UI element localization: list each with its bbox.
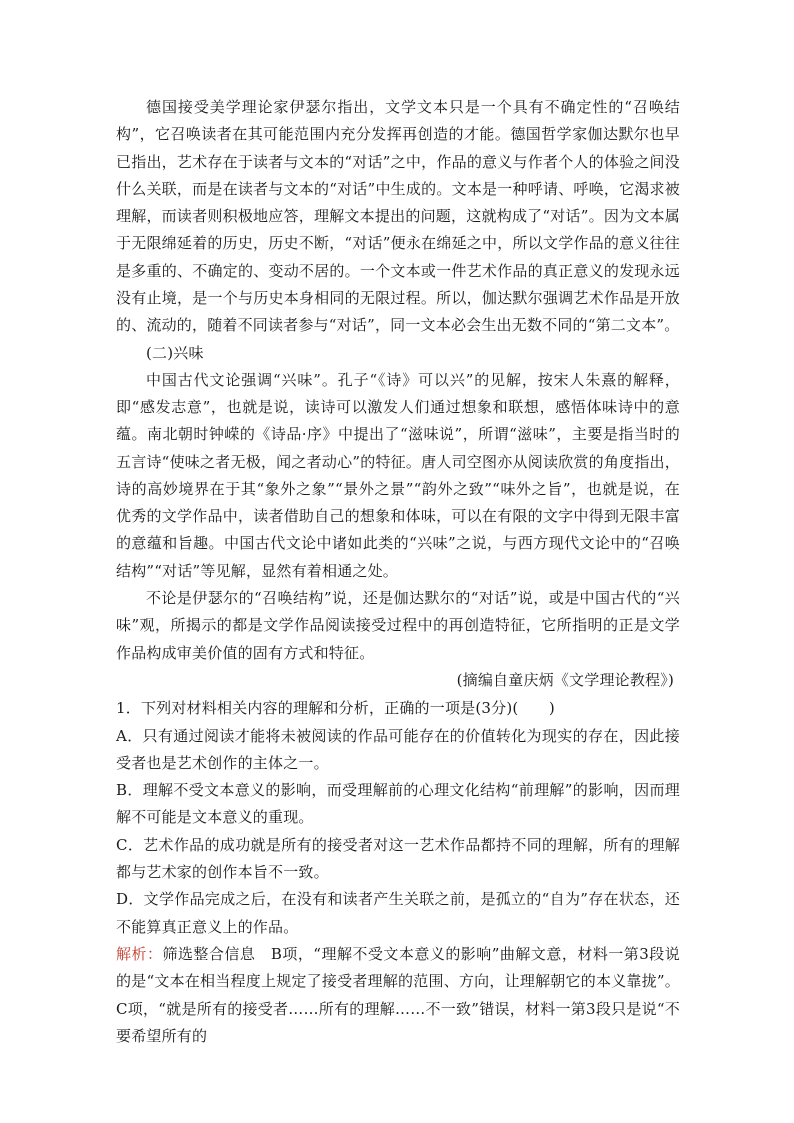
analysis-label: 解析： xyxy=(116,944,163,963)
option-b: B．理解不受文本意义的影响，而受理解前的心理文化结构“前理解”的影响，因而理解不可能是文本意义的重现。 xyxy=(116,781,680,827)
document-page xyxy=(116,94,680,1050)
analysis-block xyxy=(116,941,680,1050)
analysis-text: 筛选整合信息 B项，“理解不受文本意义的影响”曲解文意，材料一第3段说的是“文本在相当程度上规定了接受者理解的范围、方向，让理解朝它的本义靠拢”。C项，“就是所有的接受者……所有的理解……不一致”错误，材料一第3段只是说“不要希望所有的 xyxy=(116,944,680,1045)
option-a: A．只有通过阅读才能将未被阅读的作品可能存在的价值转化为现实的存在，因此接受者也是艺术创作的主体之一。 xyxy=(116,726,680,772)
source-citation: (摘编自童庆炳《文学理论教程》) xyxy=(456,670,674,689)
option-d: D．文学作品完成之后，在没有和读者产生关联之前，是孤立的“自为”存在状态，还不能算真正意义上的作品。 xyxy=(116,890,680,936)
option-c: C．艺术作品的成功就是所有的接受者对这一艺术作品都持不同的理解，所有的理解都与艺术家的创作本旨不一致。 xyxy=(116,835,680,882)
paragraph-xingwei: 中国古代文论强调“兴味”。孔子“《诗》可以兴”的见解，按宋人朱熹的解释，即“感发志意”，也就是说，读诗可以激发人们通过想象和联想，感悟体味诗中的意蕴。南北朝时钟嵘的《诗品·序》中提出了“滋味说”，所谓“滋味”，主要是指当时的五言诗“使味之者无极，闻之者动心”的特征。唐人司空图亦从阅读欣赏的角度指出，诗的高妙境界在于其“象外之象”“景外之景”“韵外之致”“味外之旨”，也就是说，在优秀的文学作品中，读者借助自己的想象和体味，可以在有限的文字中得到无限丰富的意蕴和旨趣。中国古代文论中诸如此类的“兴味”之说，与西方现代文论中的“召唤结构”“对话”等见解，显然有着相通之处。 xyxy=(116,370,680,580)
paragraph-iser-gadamer: 德国接受美学理论家伊瑟尔指出，文学文本只是一个具有不确定性的“召唤结构”，它召唤读者在其可能范围内充分发挥再创造的才能。德国哲学家伽达默尔也早已指出，艺术存在于读者与文本的“对话”之中，作品的意义与作者个人的体验之间没什么关联，而是在读者与文本的“对话”中生成的。文本是一种呼请、呼唤，它渴求被理解，而读者则积极地应答，理解文本提出的问题，这就构成了“对话”。因为文本属于无限绵延着的历史，历史不断，“对话”便永在绵延之中，所以文学作品的意义往往是多重的、不确定的、变动不居的。一个文本或一件艺术作品的真正意义的发现永远没有止境，是一个与历史本身相同的无限过程。所以，伽达默尔强调艺术作品是开放的、流动的，随着不同读者参与“对话”，同一文本必会生出无数不同的“第二文本”。 xyxy=(116,98,680,335)
section-subheading-xingwei: (二)兴味 xyxy=(146,343,204,362)
question-stem: 1．下列对材料相关内容的理解和分析，正确的一项是(3分)( ) xyxy=(116,699,555,718)
paragraph-conclusion: 不论是伊瑟尔的“召唤结构”说，还是伽达默尔的“对话”说，或是中国古代的“兴味”观，所揭示的都是文学作品阅读接受过程中的再创造特征，它所指明的正是文学作品构成审美价值的固有方式和特征。 xyxy=(116,589,680,662)
